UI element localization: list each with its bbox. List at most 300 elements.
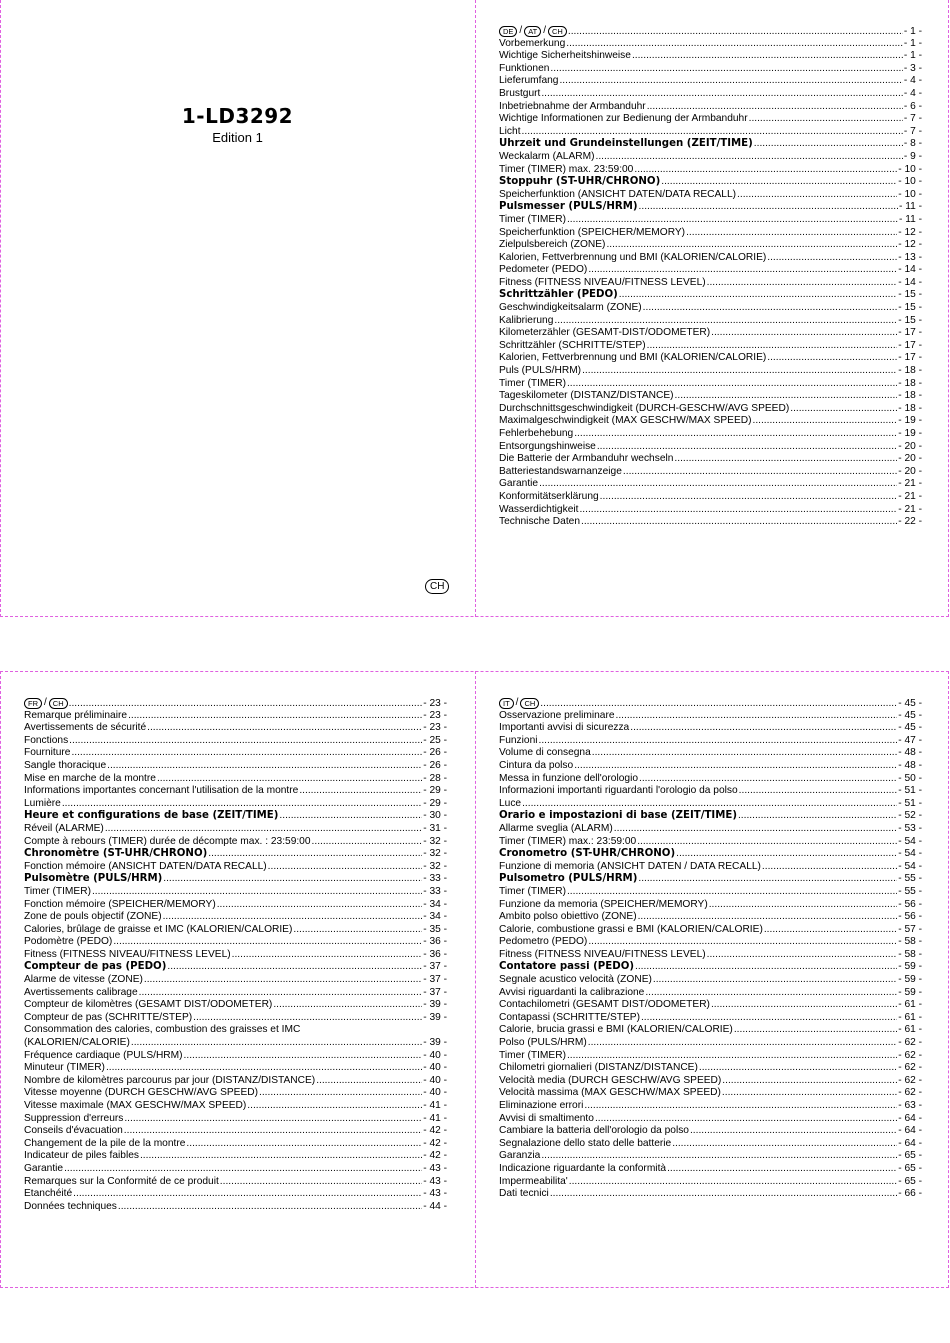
toc-entry-title: Pedometro (PEDO) bbox=[499, 936, 588, 948]
leader-dots bbox=[667, 1163, 897, 1176]
toc-entry[interactable] bbox=[499, 1050, 922, 1063]
leader-dots bbox=[616, 710, 898, 723]
toc-entry-page: - 59 - bbox=[898, 986, 922, 998]
toc-entry-page: - 62 - bbox=[898, 1087, 922, 1099]
toc-entry-title: Velocità media (DURCH GESCHW/AVG SPEED) bbox=[499, 1074, 722, 1086]
toc-entry[interactable] bbox=[499, 911, 922, 924]
toc-entry-title: Cronometro (ST-UHR/CHRONO) bbox=[499, 848, 676, 860]
toc-entry[interactable] bbox=[499, 1163, 922, 1176]
toc-entry-page: - 58 - bbox=[898, 948, 922, 960]
toc-entry-page: - 43 - bbox=[423, 1162, 447, 1174]
leader-dots bbox=[707, 949, 898, 962]
toc-entry-page: - 54 - bbox=[898, 848, 922, 860]
toc-entry[interactable] bbox=[499, 861, 922, 874]
leader-dots bbox=[131, 1037, 422, 1050]
toc-entry-title: Vitesse maximale (MAX GESCHW/MAX SPEED) bbox=[24, 1100, 247, 1111]
toc-entry[interactable] bbox=[24, 924, 447, 937]
leader-dots bbox=[582, 365, 897, 378]
toc-entry-title: Fonctions bbox=[24, 734, 69, 746]
toc-entry[interactable] bbox=[24, 747, 447, 760]
toc-entry[interactable] bbox=[24, 785, 447, 798]
toc-entry-title: Funktionen bbox=[499, 62, 550, 74]
toc-entry[interactable] bbox=[499, 138, 922, 151]
leader-dots bbox=[220, 1176, 422, 1189]
toc-entry-page: - 17 - bbox=[898, 352, 922, 364]
leader-dots bbox=[69, 735, 422, 748]
toc-entry[interactable] bbox=[24, 735, 447, 748]
toc-entry-page: - 32 - bbox=[423, 860, 447, 872]
toc-entry[interactable] bbox=[499, 214, 922, 227]
toc-entry-title: Pulsomètre (PULS/HRM) bbox=[24, 873, 163, 885]
toc-entry-title: Funzione da memoria (SPEICHER/MEMORY) bbox=[499, 898, 708, 910]
leader-dots bbox=[539, 478, 897, 491]
toc-entry[interactable] bbox=[24, 1037, 447, 1050]
toc-entry-title: Technische Daten bbox=[499, 516, 580, 528]
toc-entry[interactable] bbox=[499, 50, 922, 63]
toc-entry[interactable] bbox=[499, 899, 922, 912]
leader-dots bbox=[672, 1138, 897, 1151]
toc-entry-page: - 21 - bbox=[898, 478, 922, 490]
toc-entry-page: - 41 - bbox=[423, 1100, 447, 1111]
leader-dots bbox=[737, 189, 897, 202]
leader-dots bbox=[540, 698, 897, 711]
toc-entry-title: Remarques sur la Conformité de ce produit bbox=[24, 1175, 219, 1187]
toc-entry[interactable] bbox=[499, 873, 922, 886]
leader-dots bbox=[232, 949, 423, 962]
toc-entry[interactable] bbox=[24, 861, 447, 874]
leader-dots bbox=[312, 836, 423, 849]
leader-dots bbox=[764, 924, 897, 937]
toc-entry[interactable] bbox=[24, 1201, 447, 1214]
toc-entry[interactable] bbox=[24, 911, 447, 924]
toc-entry[interactable] bbox=[24, 886, 447, 899]
toc-entry-title: Funzioni bbox=[499, 734, 538, 746]
leader-dots bbox=[559, 75, 902, 88]
toc-entry-page: - 52 - bbox=[898, 810, 922, 822]
toc-entry[interactable] bbox=[499, 760, 922, 773]
toc-entry[interactable] bbox=[499, 936, 922, 949]
leader-dots bbox=[569, 1176, 897, 1189]
leader-dots bbox=[762, 861, 897, 874]
toc-entry-title: Volume di consegna bbox=[499, 747, 591, 759]
toc-entry-page: - 37 - bbox=[423, 986, 447, 998]
toc-entry-title: Garantie bbox=[499, 478, 539, 490]
leader-dots bbox=[568, 26, 903, 39]
toc-page: - 23 - bbox=[423, 697, 447, 709]
leader-dots bbox=[147, 722, 422, 735]
toc-entry-page: - 58 - bbox=[898, 936, 922, 948]
toc-page: - 1 - bbox=[903, 25, 922, 37]
leader-dots bbox=[167, 961, 422, 974]
toc-entry[interactable] bbox=[499, 785, 922, 798]
toc-entry[interactable] bbox=[499, 390, 922, 403]
toc-entry-title: Calories, brûlage de graisse et IMC (KALORIEN/CALORIE) bbox=[24, 923, 293, 935]
leader-dots bbox=[661, 176, 897, 189]
toc-entry-page: - 45 - bbox=[898, 709, 922, 721]
toc-entry[interactable] bbox=[499, 365, 922, 378]
leader-dots bbox=[268, 861, 423, 874]
toc-entry[interactable] bbox=[499, 75, 922, 88]
toc-entry-title: Pulsmesser (PULS/HRM) bbox=[499, 201, 638, 213]
toc-entry-page: - 65 - bbox=[898, 1175, 922, 1187]
leader-dots bbox=[619, 289, 897, 302]
toc-entry-title: Fourniture bbox=[24, 747, 71, 759]
leader-dots bbox=[107, 760, 422, 773]
toc-entry[interactable] bbox=[24, 1024, 447, 1037]
toc-entry[interactable] bbox=[24, 760, 447, 773]
leader-dots bbox=[643, 302, 898, 315]
leader-dots bbox=[567, 214, 898, 227]
toc-entry-title: Uhrzeit und Grundeinstellungen (ZEIT/TIME) bbox=[499, 138, 753, 150]
toc-entry[interactable] bbox=[24, 961, 447, 974]
toc-entry[interactable] bbox=[499, 491, 922, 504]
toc-entry[interactable] bbox=[499, 101, 922, 114]
leader-dots bbox=[754, 138, 903, 151]
toc-entry-title: Etanchéité bbox=[24, 1188, 73, 1200]
leader-dots bbox=[163, 873, 422, 886]
toc-entry[interactable] bbox=[499, 315, 922, 328]
toc-entry[interactable] bbox=[499, 239, 922, 252]
toc-entry-title: Sangle thoracique bbox=[24, 759, 107, 771]
toc-entry[interactable] bbox=[499, 836, 922, 849]
toc-entry[interactable] bbox=[24, 773, 447, 786]
toc-entries bbox=[24, 710, 447, 1214]
toc-entry-title: Fehlerbehebung bbox=[499, 428, 574, 439]
toc-entry-title: Informazioni importanti riguardanti l'orologio da polso bbox=[499, 785, 738, 797]
toc-entry-title: Schrittzähler (SCHRITTE/STEP) bbox=[499, 339, 646, 351]
toc-entry-title: Compteur de pas (SCHRITTE/STEP) bbox=[24, 1011, 193, 1023]
toc-entry[interactable] bbox=[499, 227, 922, 240]
toc-entry-page: - 21 - bbox=[898, 490, 922, 502]
country-badge: AT bbox=[524, 26, 541, 37]
toc-entry-title: Funzione di memoria (ANSICHT DATEN / DATA RECALL) bbox=[499, 860, 761, 872]
toc-entry-page: - 15 - bbox=[898, 302, 922, 314]
leader-dots bbox=[567, 378, 897, 391]
toc-entry-title: Dati tecnici bbox=[499, 1188, 549, 1200]
toc-entry[interactable] bbox=[499, 38, 922, 51]
toc-entry[interactable] bbox=[24, 949, 447, 962]
toc-entry[interactable] bbox=[24, 974, 447, 987]
toc-entry[interactable] bbox=[499, 1188, 922, 1201]
leader-dots bbox=[595, 151, 902, 164]
toc-entry[interactable] bbox=[499, 302, 922, 315]
leader-dots bbox=[62, 798, 422, 811]
leader-dots bbox=[124, 1113, 422, 1126]
toc-entry[interactable] bbox=[24, 1062, 447, 1075]
toc-entry-title: Kalorien, Fettverbrennung und BMI (KALORIEN/CALORIE) bbox=[499, 251, 767, 263]
toc-entry-page: - 20 - bbox=[898, 453, 922, 465]
toc-entry-title: Fonction mémoire (SPEICHER/MEMORY) bbox=[24, 898, 216, 910]
leader-dots bbox=[208, 848, 422, 861]
toc-entry-title: Zielpulsbereich (ZONE) bbox=[499, 239, 606, 251]
toc-entry-title: Minuteur (TIMER) bbox=[24, 1062, 105, 1074]
toc-entry-title: Speicherfunktion (ANSICHT DATEN/DATA RECALL) bbox=[499, 188, 737, 200]
toc-entry-page: - 61 - bbox=[898, 1024, 922, 1036]
toc-entry[interactable] bbox=[499, 1125, 922, 1138]
toc-entry[interactable] bbox=[24, 848, 447, 861]
toc-entry[interactable] bbox=[499, 428, 922, 441]
leader-dots bbox=[641, 1012, 897, 1025]
toc-entry[interactable] bbox=[24, 936, 447, 949]
toc-entry[interactable] bbox=[24, 1087, 447, 1100]
leader-dots bbox=[653, 974, 897, 987]
toc-entry-title: Changement de la pile de la montre bbox=[24, 1137, 186, 1149]
toc-entry-title: Avvisi riguardanti la calibrazione bbox=[499, 986, 645, 998]
toc-entry-page: - 51 - bbox=[898, 785, 922, 797]
leader-dots bbox=[259, 1087, 422, 1100]
toc-entry[interactable] bbox=[499, 735, 922, 748]
toc-entry[interactable] bbox=[24, 1188, 447, 1201]
toc-entry[interactable] bbox=[499, 747, 922, 760]
toc-entry-page: - 48 - bbox=[898, 759, 922, 771]
toc-entry[interactable] bbox=[499, 949, 922, 962]
toc-entry-page: - 18 - bbox=[898, 390, 922, 402]
toc-entry-page: - 35 - bbox=[423, 923, 447, 935]
toc-entry[interactable] bbox=[24, 873, 447, 886]
toc-entry[interactable] bbox=[499, 1012, 922, 1025]
toc-entry-page: - 26 - bbox=[423, 747, 447, 759]
leader-dots bbox=[550, 1188, 897, 1201]
toc-entry-page: - 61 - bbox=[898, 1011, 922, 1023]
toc-entry[interactable] bbox=[499, 823, 922, 836]
toc-entry-title: Pulsometro (PULS/HRM) bbox=[499, 873, 638, 885]
toc-entry[interactable] bbox=[499, 453, 922, 466]
leader-dots bbox=[690, 1125, 897, 1138]
toc-entry-page: - 34 - bbox=[423, 911, 447, 923]
toc-entry[interactable] bbox=[24, 1075, 447, 1088]
toc-entry[interactable] bbox=[499, 441, 922, 454]
toc-entry-title: Chilometri giornalieri (DISTANZ/DISTANCE) bbox=[499, 1062, 698, 1074]
country-badge: CH bbox=[49, 698, 68, 709]
toc-entry[interactable] bbox=[24, 999, 447, 1012]
toc-entry-title: Fitness (FITNESS NIVEAU/FITNESS LEVEL) bbox=[24, 948, 231, 960]
toc-entry[interactable] bbox=[499, 1176, 922, 1189]
toc-entry-page: - 11 - bbox=[898, 213, 922, 225]
leader-dots bbox=[69, 698, 423, 711]
toc-entry[interactable] bbox=[24, 899, 447, 912]
toc-entry-title: Segnale acustico velocità (ZONE) bbox=[499, 974, 652, 986]
toc-entry[interactable] bbox=[24, 987, 447, 1000]
toc-entry[interactable] bbox=[499, 1100, 922, 1113]
toc-entry-page: - 10 - bbox=[898, 176, 922, 188]
leader-dots bbox=[92, 886, 422, 899]
toc-entry[interactable] bbox=[499, 1138, 922, 1151]
toc-entry-title: Lumière bbox=[24, 797, 61, 809]
toc-entry[interactable] bbox=[499, 710, 922, 723]
toc-entry-page: - 44 - bbox=[423, 1200, 447, 1212]
toc-entry[interactable] bbox=[499, 987, 922, 1000]
toc-entry[interactable] bbox=[499, 176, 922, 189]
toc-entry-page: - 21 - bbox=[898, 503, 922, 515]
toc-header bbox=[499, 697, 922, 710]
cover-edition: Edition 1 bbox=[212, 130, 263, 145]
toc-entry-page: - 12 - bbox=[898, 239, 922, 251]
toc-entry[interactable] bbox=[499, 1087, 922, 1100]
leader-dots bbox=[707, 277, 898, 290]
toc-entry-title: Pedometer (PEDO) bbox=[499, 264, 588, 276]
toc-entry[interactable] bbox=[24, 810, 447, 823]
leader-dots bbox=[64, 1163, 422, 1176]
leader-dots bbox=[606, 239, 897, 252]
toc-entry[interactable] bbox=[499, 403, 922, 416]
toc-entry[interactable] bbox=[499, 252, 922, 265]
leader-dots bbox=[686, 227, 897, 240]
toc-entry[interactable] bbox=[24, 1100, 447, 1113]
toc-entry-page: - 14 - bbox=[898, 276, 922, 288]
toc-entry-title: Timer (TIMER) bbox=[499, 1049, 566, 1061]
toc-entry[interactable] bbox=[499, 151, 922, 164]
toc-entry-page: - 56 - bbox=[898, 911, 922, 923]
toc-entry[interactable] bbox=[499, 1024, 922, 1037]
toc-entry[interactable] bbox=[24, 1125, 447, 1138]
toc-entry[interactable] bbox=[499, 164, 922, 177]
toc-entry[interactable] bbox=[499, 974, 922, 987]
toc-entry-page: - 18 - bbox=[898, 377, 922, 389]
toc-entry-title: Cintura da polso bbox=[499, 759, 574, 771]
toc-entry[interactable] bbox=[499, 773, 922, 786]
toc-entry-title: Allarme sveglia (ALARM) bbox=[499, 822, 613, 834]
toc-entry[interactable] bbox=[499, 415, 922, 428]
toc-entry[interactable] bbox=[499, 848, 922, 861]
leader-dots bbox=[113, 936, 422, 949]
toc-entry-page: - 61 - bbox=[898, 999, 922, 1011]
toc-entry[interactable] bbox=[499, 961, 922, 974]
toc-entry[interactable] bbox=[24, 1113, 447, 1126]
toc-entry-page: - 13 - bbox=[898, 251, 922, 263]
toc-entry-page: - 18 - bbox=[898, 402, 922, 414]
toc-entry-title: Timer (TIMER) bbox=[24, 885, 91, 897]
toc-entry[interactable] bbox=[24, 798, 447, 811]
toc-entry[interactable] bbox=[499, 264, 922, 277]
toc-entry[interactable] bbox=[499, 1113, 922, 1126]
country-badge: DE bbox=[499, 26, 517, 37]
toc-entry-page: - 40 - bbox=[423, 1074, 447, 1086]
leader-dots bbox=[645, 987, 897, 1000]
leader-dots bbox=[600, 491, 898, 504]
page-border-left-top bbox=[0, 0, 1, 617]
toc-entry[interactable] bbox=[499, 810, 922, 823]
leader-dots bbox=[105, 823, 422, 836]
leader-dots bbox=[144, 974, 422, 987]
toc-entry-page: - 51 - bbox=[898, 797, 922, 809]
toc-entry-title: Remarque préliminaire bbox=[24, 709, 128, 721]
toc-entry-title: Brustgurt bbox=[499, 87, 541, 99]
toc-entry[interactable] bbox=[499, 1062, 922, 1075]
toc-entry-title: Inbetriebnahme der Armbanduhr bbox=[499, 100, 646, 112]
leader-dots bbox=[676, 848, 897, 861]
toc-entry[interactable] bbox=[499, 352, 922, 365]
toc-entry-page: - 36 - bbox=[423, 936, 447, 948]
toc-entry[interactable] bbox=[499, 201, 922, 214]
toc-entry-page: - 42 - bbox=[423, 1125, 447, 1137]
toc-entry[interactable] bbox=[499, 1150, 922, 1163]
toc-entry-page: - 56 - bbox=[898, 898, 922, 910]
leader-dots bbox=[128, 710, 422, 723]
toc-entry-page: - 63 - bbox=[898, 1100, 922, 1111]
toc-entry-title: Timer (TIMER) bbox=[499, 885, 566, 897]
toc-entry-title: Polso (PULS/HRM) bbox=[499, 1037, 587, 1049]
toc-entry[interactable] bbox=[24, 1012, 447, 1025]
toc-entry[interactable] bbox=[499, 189, 922, 202]
toc-entry-page: - 25 - bbox=[423, 734, 447, 746]
toc-entry[interactable] bbox=[499, 340, 922, 353]
toc-entries bbox=[499, 38, 922, 529]
toc-entry[interactable] bbox=[24, 1050, 447, 1063]
toc-entry[interactable] bbox=[499, 327, 922, 340]
toc-entry[interactable] bbox=[499, 504, 922, 517]
toc-entry-title: Geschwindigkeitsalarm (ZONE) bbox=[499, 302, 642, 314]
toc-entry-title: Contachilometri (GESAMT DIST/ODOMETER) bbox=[499, 999, 710, 1011]
page-border-bottom-bottom bbox=[0, 1287, 949, 1288]
toc-entry[interactable] bbox=[499, 798, 922, 811]
toc-entry-page: - 32 - bbox=[423, 835, 447, 847]
toc-entry-title: Batteriestandswarnanzeige bbox=[499, 465, 622, 477]
toc-entry[interactable] bbox=[499, 277, 922, 290]
toc-entry[interactable] bbox=[24, 836, 447, 849]
toc-entry[interactable] bbox=[24, 722, 447, 735]
toc-entry[interactable] bbox=[499, 924, 922, 937]
leader-dots bbox=[767, 352, 897, 365]
toc-entry[interactable] bbox=[499, 378, 922, 391]
toc-entry-page: - 62 - bbox=[898, 1074, 922, 1086]
toc-entry[interactable] bbox=[499, 722, 922, 735]
toc-entry[interactable] bbox=[499, 88, 922, 101]
leader-dots bbox=[106, 1062, 422, 1075]
toc-entry-page: - 28 - bbox=[423, 772, 447, 784]
leader-dots bbox=[293, 924, 422, 937]
toc-entry[interactable] bbox=[499, 63, 922, 76]
toc-entry-page: - 59 - bbox=[898, 974, 922, 986]
leader-dots bbox=[739, 785, 898, 798]
toc-entry[interactable] bbox=[499, 113, 922, 126]
toc-entry-title: Contapassi (SCHRITTE/STEP) bbox=[499, 1011, 640, 1023]
leader-dots bbox=[638, 873, 897, 886]
toc-entry-title: Kalorien, Fettverbrennung und BMI (KALORIEN/CALORIE) bbox=[499, 352, 767, 364]
toc-entry[interactable] bbox=[499, 289, 922, 302]
leader-dots bbox=[592, 747, 897, 760]
toc-entry-title: Alarme de vitesse (ZONE) bbox=[24, 974, 143, 986]
toc-entry[interactable] bbox=[24, 1150, 447, 1163]
toc-entry[interactable] bbox=[499, 478, 922, 491]
toc-entry[interactable] bbox=[499, 126, 922, 139]
leader-dots bbox=[699, 1062, 897, 1075]
toc-entry[interactable] bbox=[499, 1037, 922, 1050]
toc-header bbox=[499, 25, 922, 38]
toc-entry[interactable] bbox=[499, 999, 922, 1012]
leader-dots bbox=[299, 785, 422, 798]
toc-entry[interactable] bbox=[499, 516, 922, 529]
toc-entry[interactable] bbox=[24, 1138, 447, 1151]
toc-entry-page: - 17 - bbox=[898, 339, 922, 351]
toc-entry[interactable] bbox=[24, 710, 447, 723]
toc-entry[interactable] bbox=[24, 823, 447, 836]
toc-entry[interactable] bbox=[24, 1163, 447, 1176]
toc-entry-page: - 29 - bbox=[423, 797, 447, 809]
toc-entry-title: Indicazione riguardante la conformità bbox=[499, 1162, 667, 1174]
toc-entry-page: - 37 - bbox=[423, 961, 447, 973]
leader-dots bbox=[217, 899, 423, 912]
leader-dots bbox=[118, 1201, 422, 1214]
toc-entry-title: Timer (TIMER) max.: 23:59:00 bbox=[499, 835, 637, 847]
leader-dots bbox=[675, 390, 898, 403]
toc-entry[interactable] bbox=[24, 1176, 447, 1189]
toc-entry[interactable] bbox=[499, 466, 922, 479]
toc-entry-page: - 7 - bbox=[903, 113, 922, 125]
toc-entry[interactable] bbox=[499, 1075, 922, 1088]
toc-entry-title: Calorie, brucia grassi e BMI (KALORIEN/CALORIE) bbox=[499, 1024, 733, 1036]
toc-entry[interactable] bbox=[499, 886, 922, 899]
toc-entry-title: Schrittzähler (PEDO) bbox=[499, 289, 618, 301]
